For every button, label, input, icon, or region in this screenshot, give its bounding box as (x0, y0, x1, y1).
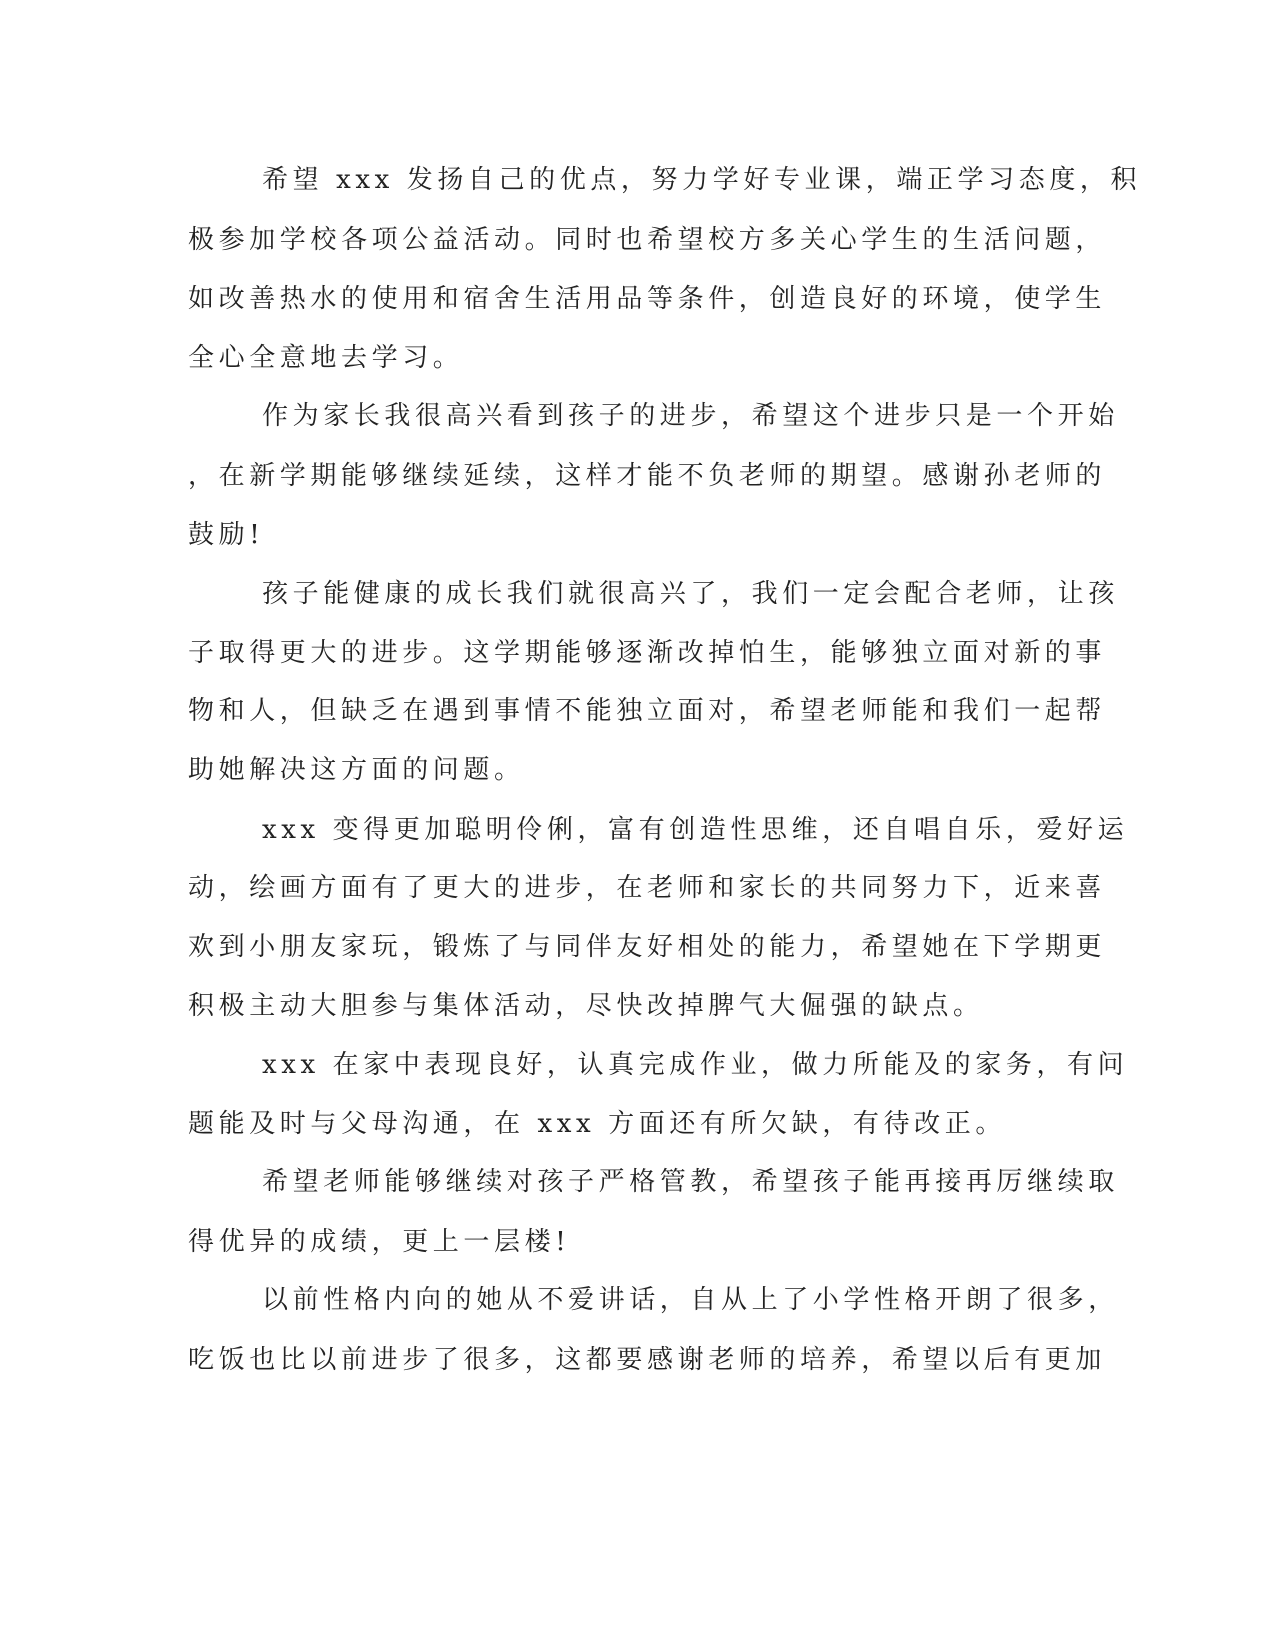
paragraph-2-line-3: 鼓励! (188, 520, 265, 550)
paragraph-4-line-3: 欢到小朋友家玩，锻炼了与同伴友好相处的能力，希望她在下学期更 (188, 932, 1107, 962)
paragraph-3-line-3: 物和人，但缺乏在遇到事情不能独立面对，希望老师能和我们一起帮 (188, 696, 1107, 726)
paragraph-4-line-2: 动，绘画方面有了更大的进步，在老师和家长的共同努力下，近来喜 (188, 873, 1107, 903)
paragraph-1-line-2: 极参加学校各项公益活动。同时也希望校方多关心学生的生活问题， (188, 225, 1107, 255)
paragraph-2-line-2: ，在新学期能够继续延续，这样才能不负老师的期望。感谢孙老师的 (188, 461, 1107, 491)
paragraph-1-line-3: 如改善热水的使用和宿舍生活用品等条件，创造良好的环境，使学生 (188, 284, 1107, 314)
paragraph-7-line-2: 吃饭也比以前进步了很多，这都要感谢老师的培养，希望以后有更加 (188, 1345, 1107, 1375)
paragraph-7-line-1: 以前性格内向的她从不爱讲话，自从上了小学性格开朗了很多， (262, 1285, 1119, 1315)
paragraph-2-line-1: 作为家长我很高兴看到孩子的进步，希望这个进步只是一个开始 (262, 401, 1119, 431)
paragraph-3-line-4: 助她解决这方面的问题。 (188, 755, 525, 785)
paragraph-6-line-1: 希望老师能够继续对孩子严格管教，希望孩子能再接再厉继续取 (262, 1167, 1119, 1197)
paragraph-3-line-2: 子取得更大的进步。这学期能够逐渐改掉怕生，能够独立面对新的事 (188, 638, 1107, 668)
paragraph-4-line-4: 积极主动大胆参与集体活动，尽快改掉脾气大倔强的缺点。 (188, 991, 984, 1021)
paragraph-3-line-1: 孩子能健康的成长我们就很高兴了，我们一定会配合老师，让孩 (262, 579, 1119, 609)
paragraph-5-line-1: xxx 在家中表现良好，认真完成作业，做力所能及的家务，有问 (262, 1050, 1129, 1080)
paragraph-4-line-1: xxx 变得更加聪明伶俐，富有创造性思维，还自唱自乐，爱好运 (262, 815, 1129, 845)
paragraph-6-line-2: 得优异的成绩，更上一层楼! (188, 1227, 571, 1257)
paragraph-1-line-1: 希望 xxx 发扬自己的优点，努力学好专业课，端正学习态度，积 (262, 165, 1142, 195)
paragraph-5-line-2: 题能及时与父母沟通，在 xxx 方面还有所欠缺，有待改正。 (188, 1109, 1006, 1139)
paragraph-1-line-4: 全心全意地去学习。 (188, 343, 464, 373)
